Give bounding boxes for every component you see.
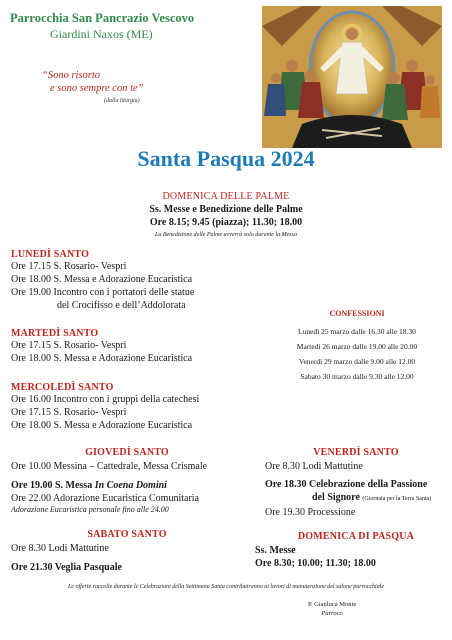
thursday-section	[11, 460, 207, 515]
quote-line-1: “Sono risorto	[42, 70, 101, 81]
easter-line-2: Ore 8.30; 10.00; 11.30; 18.00	[255, 558, 376, 569]
wednesday-heading: MERCOLEDÌ SANTO	[11, 382, 114, 393]
thursday-heading: GIOVEDÌ SANTO	[85, 447, 169, 458]
easter-heading: DOMENICA DI PASQUA	[297, 531, 415, 542]
signature	[308, 600, 356, 618]
saturday-section	[11, 542, 122, 574]
wednesday-line: Ore 16.00 Incontro con i gruppi della catechesi	[11, 394, 200, 405]
signer-role: Parroco	[321, 610, 343, 617]
palm-sunday-line-1: Ss. Messe e Benedizione delle Palme	[149, 204, 303, 215]
confessions-section	[262, 309, 452, 384]
monday-line: Ore 18.00 S. Messa e Adorazione Eucaristica	[11, 274, 193, 285]
saturday-line-1: Ore 8.30 Lodi Mattutine	[11, 543, 109, 554]
monday-heading: LUNEDÌ SANTO	[11, 249, 90, 260]
tuesday-line: Ore 18.00 S. Messa e Adorazione Eucaristica	[11, 353, 193, 364]
palm-sunday-heading: DOMENICA DELLE PALME	[162, 191, 290, 202]
quote	[42, 69, 144, 108]
monday-line: Ore 17.15 S. Rosario- Vespri	[11, 261, 127, 272]
easter-section	[255, 544, 376, 570]
confessions-heading: CONFESSIONI	[329, 309, 385, 318]
friday-line-3-note: (Giornata per la Terra Santa)	[362, 496, 432, 502]
friday-line-3: del Signore (Giornata per la Terra Santa)	[312, 492, 432, 503]
tuesday-heading: MARTEDÌ SANTO	[11, 328, 99, 339]
friday-line-2: Ore 18.30 Celebrazione della Passione	[265, 479, 428, 490]
friday-section	[265, 460, 431, 519]
tuesday-section	[11, 328, 192, 365]
town-name: Giardini Naxos (ME)	[50, 27, 153, 41]
palm-sunday-note: La Benedizione delle Palme avverrà solo durante la Messa	[155, 232, 297, 238]
monday-line: Ore 19.00 Incontro con i portatori delle statue	[11, 287, 195, 298]
friday-line-1: Ore 8.30 Lodi Mattutine	[265, 461, 363, 472]
monday-line: del Crocifisso e dell’Addolorata	[57, 300, 186, 311]
footer-note: Le offerte raccolte durante le Celebrazioni della Settimana Santa contribuiranno ai lavori di manutenzione del salone parrocchiale	[67, 584, 385, 590]
confession-row: Sabato 30 marzo dalle 9.30 alle 12.00	[300, 372, 414, 381]
confession-row: Venerdì 29 marzo dalle 9.00 alle 12.00	[298, 357, 416, 366]
friday-line-4: Ore 19.30 Processione	[265, 507, 356, 518]
parish-name: Parrocchia San Pancrazio Vescovo	[10, 11, 195, 25]
wednesday-line: Ore 17.15 S. Rosario- Vespri	[11, 407, 127, 418]
thursday-line-2: Ore 19.00 S. Messa In Coena Domini	[11, 480, 167, 491]
tuesday-line: Ore 17.15 S. Rosario- Vespri	[11, 340, 127, 351]
quote-source: (dalla liturgia)	[104, 98, 140, 104]
easter-line-1: Ss. Messe	[255, 545, 296, 556]
confession-row: Martedì 26 marzo dalle 19.00 alle 20.00	[296, 342, 418, 351]
resurrection-icon-image	[262, 6, 442, 148]
saturday-line-2: Ore 21.30 Veglia Pasquale	[11, 562, 122, 573]
thursday-line-3: Ore 22.00 Adorazione Eucaristica Comunitaria	[11, 493, 199, 504]
thursday-line-1: Ore 10.00 Messina – Cattedrale, Messa Crismale	[11, 461, 208, 472]
friday-heading: VENERDÌ SANTO	[313, 447, 399, 458]
signer-name: P. Gianluca Monte	[308, 601, 357, 608]
palm-sunday-line-2: Ore 8.15; 9.45 (piazza); 11.30; 18.00	[149, 217, 303, 228]
page-title: Santa Pasqua 2024	[137, 146, 315, 171]
wednesday-section	[11, 382, 199, 432]
quote-line-2: e sono sempre con te”	[50, 83, 144, 94]
monday-section	[11, 249, 194, 312]
wednesday-line: Ore 18.00 S. Messa e Adorazione Eucaristica	[11, 420, 193, 431]
thursday-line-4: Adorazione Eucaristica personale fino alle 24.00	[11, 505, 169, 514]
palm-sunday-section	[0, 190, 452, 242]
saturday-heading: SABATO SANTO	[87, 529, 167, 540]
confession-row: Lunedì 25 marzo dalle 16.30 alle 18.30	[298, 327, 416, 336]
